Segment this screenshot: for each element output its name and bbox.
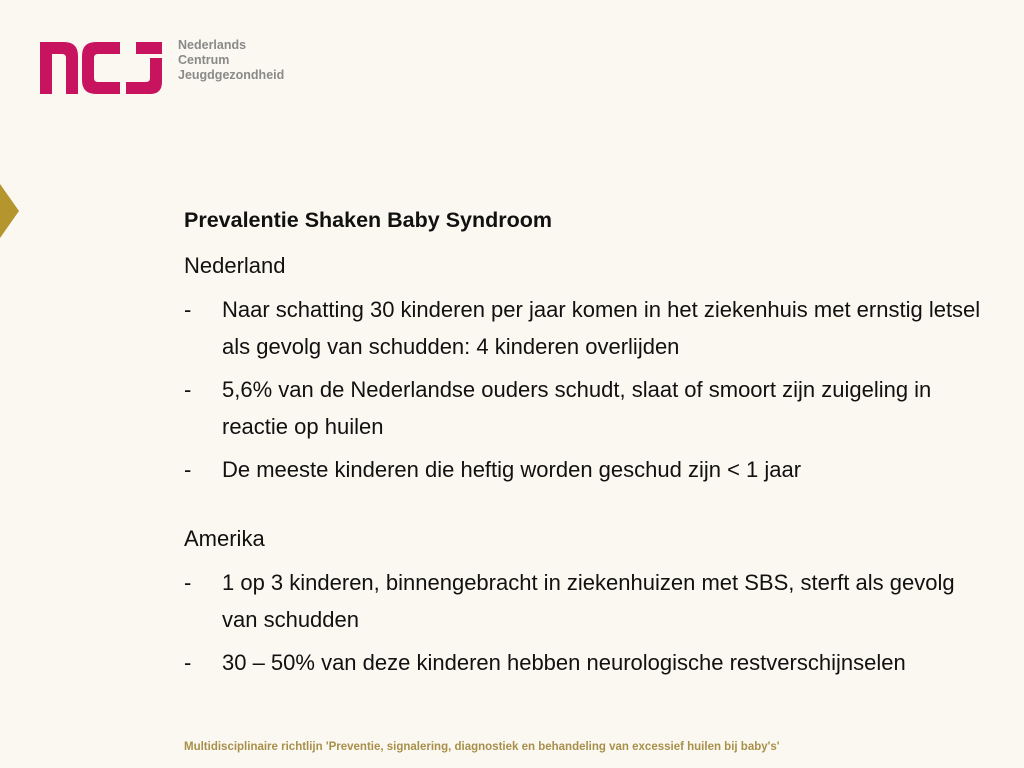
list-item <box>184 371 984 445</box>
ncj-logo-mark <box>40 36 168 96</box>
ncj-logo <box>40 36 284 96</box>
bullet-dash: - <box>184 457 192 482</box>
list-item-text: De meeste kinderen die heftig worden geschud zijn < 1 jaar <box>222 457 802 482</box>
slide-content <box>184 208 984 687</box>
list-item <box>184 564 984 638</box>
list-item-text: 1 op 3 kinderen, binnengebracht in ziekenhuizen met SBS, sterft als gevolg van schudden <box>222 570 955 632</box>
list-item <box>184 451 984 488</box>
bullet-dash: - <box>184 297 192 322</box>
slide-arrow-marker <box>0 184 19 238</box>
bullet-dash: - <box>184 377 192 402</box>
list-item <box>184 644 984 681</box>
list-item <box>184 291 984 365</box>
logo-line-1: Nederlands <box>178 38 247 52</box>
slide-footer: Multidisciplinaire richtlijn 'Preventie, signalering, diagnostiek en behandeling van excessief huilen bij baby's' <box>184 741 780 753</box>
section-heading-nederland: Nederland <box>184 253 286 278</box>
logo-line-2: Centrum <box>178 53 230 67</box>
logo-wordmark <box>178 38 284 83</box>
section-heading-amerika: Amerika <box>184 526 265 551</box>
bullet-dash: - <box>184 570 192 595</box>
list-item-text: Naar schatting 30 kinderen per jaar komen in het ziekenhuis met ernstig letsel als gevolg van schudden: 4 kinderen overlijden <box>222 297 981 359</box>
list-item-text: 30 – 50% van deze kinderen hebben neurologische restverschijnselen <box>222 650 906 675</box>
bullet-list-nederland <box>184 291 984 488</box>
bullet-dash: - <box>184 650 192 675</box>
bullet-list-amerika <box>184 564 984 681</box>
list-item-text: 5,6% van de Nederlandse ouders schudt, slaat of smoort zijn zuigeling in reactie op huilen <box>222 377 932 439</box>
logo-line-3: Jeugdgezondheid <box>178 68 285 82</box>
section-spacer <box>184 494 984 524</box>
slide-title: Prevalentie Shaken Baby Syndroom <box>184 208 553 232</box>
